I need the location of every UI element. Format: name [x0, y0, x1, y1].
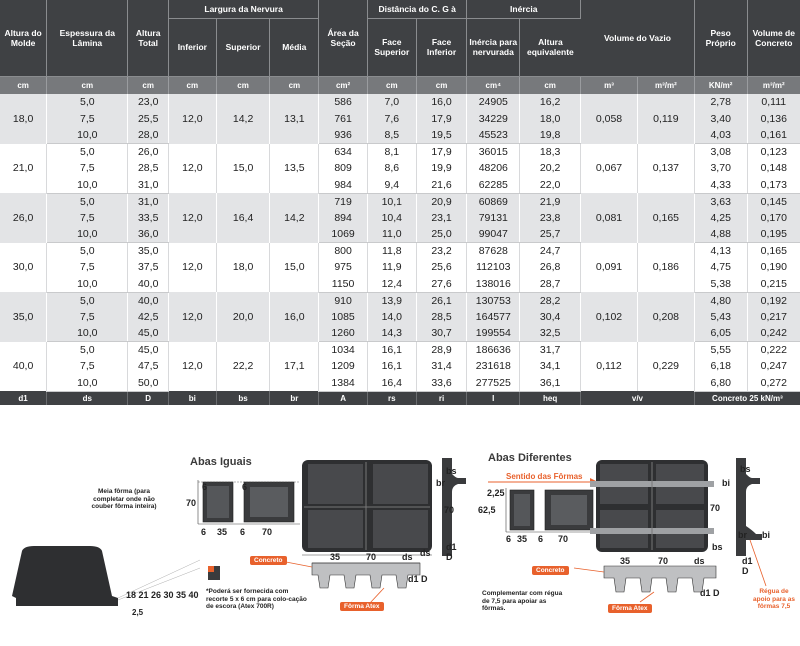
dim-ds-section-r: ds	[694, 556, 705, 566]
cell-A: 936	[319, 127, 368, 144]
meia-forma-note: Meia fôrma (para completar onde não couber fôrma inteira)	[91, 488, 157, 510]
cell-heq: 32,5	[520, 325, 581, 342]
cell-A: 910	[319, 292, 368, 309]
symbol-cell: rs	[367, 391, 416, 405]
cell-peso: 4,88	[694, 226, 747, 243]
cell-ri: 25,0	[416, 226, 467, 243]
hdr-largura-nervura: Largura da Nervura	[168, 0, 318, 18]
cell-ds: 10,0	[47, 325, 128, 342]
dim-bs-right-2: bs	[712, 542, 723, 552]
cell-D: 31,0	[128, 193, 169, 210]
cell-br: 15,0	[270, 243, 319, 293]
cell-rs: 11,9	[367, 259, 416, 276]
cell-d1: 40,0	[0, 342, 47, 392]
cell-rs: 11,8	[367, 243, 416, 260]
cell-A: 634	[319, 144, 368, 161]
cell-vol: 0,165	[747, 243, 800, 260]
cell-I: 277525	[467, 375, 520, 392]
dim-6-bottom: 6	[201, 527, 207, 537]
cell-vv-m3: 0,112	[581, 342, 638, 392]
complementar-note: Complementar com régua de 7,5 para apoiar as fôrmas.	[482, 590, 563, 612]
unit-cell: cm	[270, 76, 319, 94]
cell-I: 87628	[467, 243, 520, 260]
cell-bs: 20,0	[216, 292, 270, 342]
symbol-cell: ds	[47, 391, 128, 405]
hdr-peso-proprio: Peso Próprio	[694, 0, 747, 76]
cell-vol: 0,123	[747, 144, 800, 161]
cell-vol: 0,247	[747, 358, 800, 375]
cell-rs: 16,1	[367, 342, 416, 359]
symbol-cell: D	[128, 391, 169, 405]
cell-bs: 14,2	[216, 94, 270, 144]
cell-peso: 4,33	[694, 177, 747, 194]
cell-rs: 7,0	[367, 94, 416, 111]
heights-list: 18 21 26 30 35 40	[126, 590, 199, 600]
dim-6-right-1: 6	[506, 534, 512, 544]
cell-ds: 10,0	[47, 276, 128, 293]
cell-vol: 0,136	[747, 111, 800, 128]
recorte-note: *Poderá ser fornecida com recorte 5 x 6 cm para colo-cação de escora (Atex 700R)	[206, 588, 307, 610]
dim-d1D-section-r: d1 D	[700, 588, 720, 598]
dim-D-right: D	[742, 566, 749, 576]
cell-ri: 19,9	[416, 160, 467, 177]
cell-d1: 26,0	[0, 193, 47, 243]
abas-iguais-title: Abas Iguais	[190, 456, 252, 468]
unit-cell: cm	[416, 76, 467, 94]
unit-cell: KN/m²	[694, 76, 747, 94]
cell-rs: 8,1	[367, 144, 416, 161]
unit-cell: cm	[168, 76, 216, 94]
concreto-tag-left: Concreto	[250, 556, 287, 565]
symbol-cell: Concreto 25 kN/m³	[694, 391, 800, 405]
cell-I: 130753	[467, 292, 520, 309]
cell-br: 13,5	[270, 144, 319, 194]
cell-rs: 10,4	[367, 210, 416, 227]
cell-ds: 10,0	[47, 127, 128, 144]
cell-vol: 0,222	[747, 342, 800, 359]
cell-D: 23,0	[128, 94, 169, 111]
cell-heq: 23,8	[520, 210, 581, 227]
cell-D: 40,0	[128, 292, 169, 309]
hdr-inferior: Inferior	[168, 18, 216, 76]
dim-6-top-2: 6	[242, 482, 248, 492]
cell-ds: 7,5	[47, 358, 128, 375]
cell-D: 31,0	[128, 177, 169, 194]
cell-I: 199554	[467, 325, 520, 342]
cell-ds: 5,0	[47, 193, 128, 210]
unit-cell: cm	[520, 76, 581, 94]
hdr-distancia-cg: Distância do C. G à	[367, 0, 466, 18]
symbol-cell: bi	[168, 391, 216, 405]
cell-heq: 21,9	[520, 193, 581, 210]
cell-bs: 15,0	[216, 144, 270, 194]
cell-A: 809	[319, 160, 368, 177]
cell-A: 1069	[319, 226, 368, 243]
cell-D: 26,0	[128, 144, 169, 161]
cell-ds: 7,5	[47, 111, 128, 128]
dim-d1-right: d1	[742, 556, 753, 566]
cell-d1: 35,0	[0, 292, 47, 342]
symbol-cell: d1	[0, 391, 47, 405]
dim-br: br	[436, 478, 445, 488]
cell-rs: 8,5	[367, 127, 416, 144]
dim-70-right: 70	[444, 505, 455, 515]
cell-A: 800	[319, 243, 368, 260]
cell-ds: 7,5	[47, 210, 128, 227]
cell-rs: 12,4	[367, 276, 416, 293]
cell-d1: 30,0	[0, 243, 47, 293]
unit-cell: cm	[47, 76, 128, 94]
cell-heq: 34,1	[520, 358, 581, 375]
cell-peso: 4,75	[694, 259, 747, 276]
symbol-cell: A	[319, 391, 368, 405]
cell-A: 975	[319, 259, 368, 276]
symbol-cell: heq	[520, 391, 581, 405]
cell-peso: 3,08	[694, 144, 747, 161]
cell-D: 37,5	[128, 259, 169, 276]
cell-vv-m3m2: 0,119	[637, 94, 694, 144]
cell-A: 719	[319, 193, 368, 210]
cell-vv-m3: 0,081	[581, 193, 638, 243]
cell-peso: 4,03	[694, 127, 747, 144]
cell-vv-m3m2: 0,186	[637, 243, 694, 293]
cell-rs: 16,4	[367, 375, 416, 392]
cell-heq: 25,7	[520, 226, 581, 243]
cell-vol: 0,272	[747, 375, 800, 392]
cell-vv-m3: 0,058	[581, 94, 638, 144]
dim-bi-right-2: bi	[762, 530, 770, 540]
symbol-cell: I	[467, 391, 520, 405]
cell-rs: 10,1	[367, 193, 416, 210]
cell-vol: 0,215	[747, 276, 800, 293]
forma-atex-tag-right: Fôrma Atex	[608, 604, 652, 613]
cell-br: 14,2	[270, 193, 319, 243]
cell-heq: 22,0	[520, 177, 581, 194]
cell-peso: 3,63	[694, 193, 747, 210]
cell-D: 25,5	[128, 111, 169, 128]
cell-A: 1209	[319, 358, 368, 375]
cell-heq: 28,7	[520, 276, 581, 293]
dim-6-top: 6	[202, 482, 208, 492]
dim-70-section: 70	[366, 552, 377, 562]
cell-bi: 12,0	[168, 94, 216, 144]
dim-bs-right: bs	[740, 464, 751, 474]
cell-peso: 3,40	[694, 111, 747, 128]
hdr-altura-equivalente: Altura equivalente	[520, 18, 581, 76]
cell-A: 761	[319, 111, 368, 128]
cell-heq: 30,4	[520, 309, 581, 326]
cell-D: 47,5	[128, 358, 169, 375]
unit-cell: cm	[0, 76, 47, 94]
cell-rs: 14,3	[367, 325, 416, 342]
cell-vv-m3m2: 0,229	[637, 342, 694, 392]
cell-ds: 10,0	[47, 226, 128, 243]
cell-heq: 24,7	[520, 243, 581, 260]
hdr-altura-molde: Altura do Molde	[0, 0, 47, 76]
cell-d1: 18,0	[0, 94, 47, 144]
regua-note: Régua de apoio para as fôrmas 7,5	[753, 588, 795, 610]
cell-vol: 0,192	[747, 292, 800, 309]
cell-peso: 4,80	[694, 292, 747, 309]
cell-bi: 12,0	[168, 193, 216, 243]
cell-D: 35,0	[128, 243, 169, 260]
cell-rs: 13,9	[367, 292, 416, 309]
hdr-face-superior: Face Superior	[367, 18, 416, 76]
cell-heq: 20,2	[520, 160, 581, 177]
sentido-formas-label: Sentido das Fôrmas	[506, 472, 583, 481]
cell-ds: 10,0	[47, 375, 128, 392]
cell-bs: 18,0	[216, 243, 270, 293]
cell-ri: 16,0	[416, 94, 467, 111]
cell-ri: 17,9	[416, 111, 467, 128]
cell-D: 45,0	[128, 325, 169, 342]
dim-br-right: br	[738, 530, 747, 540]
cell-br: 13,1	[270, 94, 319, 144]
cell-peso: 4,25	[694, 210, 747, 227]
cell-I: 36015	[467, 144, 520, 161]
cell-peso: 5,55	[694, 342, 747, 359]
cell-heq: 16,2	[520, 94, 581, 111]
dim-6-right-2: 6	[538, 534, 544, 544]
dim-70-left: 70	[186, 498, 197, 508]
cell-heq: 28,2	[520, 292, 581, 309]
dim-35-bottom: 35	[217, 527, 228, 537]
cell-peso: 6,80	[694, 375, 747, 392]
cell-d1: 21,0	[0, 144, 47, 194]
dim-bs: bs	[446, 466, 457, 476]
cell-ds: 10,0	[47, 177, 128, 194]
cell-D: 42,5	[128, 309, 169, 326]
symbol-cell: bs	[216, 391, 270, 405]
unit-cell: cm⁴	[467, 76, 520, 94]
cell-heq: 19,8	[520, 127, 581, 144]
cell-D: 45,0	[128, 342, 169, 359]
cell-rs: 7,6	[367, 111, 416, 128]
cell-rs: 16,1	[367, 358, 416, 375]
symbol-cell: br	[270, 391, 319, 405]
cell-vol: 0,242	[747, 325, 800, 342]
cell-rs: 14,0	[367, 309, 416, 326]
cell-ri: 28,5	[416, 309, 467, 326]
hdr-area-secao: Área da Seção	[319, 0, 368, 76]
cell-ri: 25,6	[416, 259, 467, 276]
cell-bi: 12,0	[168, 144, 216, 194]
cell-I: 112103	[467, 259, 520, 276]
unit-cell: cm	[367, 76, 416, 94]
cell-I: 231618	[467, 358, 520, 375]
dim-70-section-r: 70	[658, 556, 669, 566]
cell-I: 186636	[467, 342, 520, 359]
abas-diferentes-title: Abas Diferentes	[488, 452, 572, 464]
cell-heq: 36,1	[520, 375, 581, 392]
cell-ri: 33,6	[416, 375, 467, 392]
dim-70-right-b: 70	[558, 534, 569, 544]
cell-I: 24905	[467, 94, 520, 111]
forma-atex-tag-left: Fôrma Atex	[340, 602, 384, 611]
dim-bi-right: bi	[722, 478, 730, 488]
cell-ds: 7,5	[47, 309, 128, 326]
cell-ri: 30,7	[416, 325, 467, 342]
cell-I: 62285	[467, 177, 520, 194]
unit-cell: cm	[216, 76, 270, 94]
cell-A: 1260	[319, 325, 368, 342]
cell-ri: 21,6	[416, 177, 467, 194]
cell-heq: 18,0	[520, 111, 581, 128]
cell-heq: 18,3	[520, 144, 581, 161]
hdr-superior: Superior	[216, 18, 270, 76]
cell-bi: 12,0	[168, 342, 216, 392]
cell-vv-m3: 0,091	[581, 243, 638, 293]
cell-I: 48206	[467, 160, 520, 177]
cell-I: 45523	[467, 127, 520, 144]
cell-ds: 7,5	[47, 160, 128, 177]
cell-ri: 26,1	[416, 292, 467, 309]
cell-ds: 5,0	[47, 144, 128, 161]
cell-bs: 16,4	[216, 193, 270, 243]
cell-peso: 5,38	[694, 276, 747, 293]
cell-bi: 12,0	[168, 292, 216, 342]
cell-ds: 5,0	[47, 342, 128, 359]
cell-ri: 23,2	[416, 243, 467, 260]
cell-vol: 0,173	[747, 177, 800, 194]
dim-6-bottom-2: 6	[240, 527, 246, 537]
cell-rs: 8,6	[367, 160, 416, 177]
dim-d1D-section: d1 D	[408, 574, 428, 584]
cell-br: 16,0	[270, 292, 319, 342]
cell-I: 60869	[467, 193, 520, 210]
cell-D: 28,5	[128, 160, 169, 177]
cell-bi: 12,0	[168, 243, 216, 293]
cell-A: 586	[319, 94, 368, 111]
cell-vol: 0,195	[747, 226, 800, 243]
cell-peso: 4,13	[694, 243, 747, 260]
cell-rs: 11,0	[367, 226, 416, 243]
cell-ds: 5,0	[47, 292, 128, 309]
hdr-media: Média	[270, 18, 319, 76]
cell-I: 79131	[467, 210, 520, 227]
hdr-espessura-lamina: Espessura da Lâmina	[47, 0, 128, 76]
hdr-face-inferior: Face Inferior	[416, 18, 467, 76]
unit-cell: cm	[128, 76, 169, 94]
dim-d1: d1	[446, 542, 457, 552]
cell-vol: 0,190	[747, 259, 800, 276]
cell-A: 1034	[319, 342, 368, 359]
cell-I: 34229	[467, 111, 520, 128]
cell-ri: 23,1	[416, 210, 467, 227]
cell-heq: 26,8	[520, 259, 581, 276]
cell-ri: 17,9	[416, 144, 467, 161]
cell-D: 50,0	[128, 375, 169, 392]
dim-35-section: 35	[330, 552, 341, 562]
hdr-altura-total: Altura Total	[128, 0, 169, 76]
cell-A: 894	[319, 210, 368, 227]
cell-D: 33,5	[128, 210, 169, 227]
cell-peso: 6,18	[694, 358, 747, 375]
cell-br: 17,1	[270, 342, 319, 392]
cell-bs: 22,2	[216, 342, 270, 392]
cell-A: 984	[319, 177, 368, 194]
cell-D: 36,0	[128, 226, 169, 243]
cell-vv-m3m2: 0,208	[637, 292, 694, 342]
hdr-volume-concreto: Volume de Concreto	[747, 0, 800, 76]
cell-ds: 5,0	[47, 243, 128, 260]
cell-vol: 0,111	[747, 94, 800, 111]
dim-70-grid-right: 70	[710, 503, 721, 513]
cell-I: 138016	[467, 276, 520, 293]
symbol-cell: v/v	[581, 391, 695, 405]
cell-ri: 31,4	[416, 358, 467, 375]
cell-ri: 28,9	[416, 342, 467, 359]
concreto-tag-right: Concreto	[532, 566, 569, 575]
cell-vol: 0,217	[747, 309, 800, 326]
cell-D: 28,0	[128, 127, 169, 144]
dim-70-bottom: 70	[262, 527, 273, 537]
cell-vol: 0,148	[747, 160, 800, 177]
cell-vol: 0,145	[747, 193, 800, 210]
unit-cell: m³/m²	[747, 76, 800, 94]
hdr-volume-vazio: Volume do Vazio	[581, 0, 695, 76]
cell-peso: 5,43	[694, 309, 747, 326]
cell-peso: 6,05	[694, 325, 747, 342]
dim-2-25: 2,25	[487, 488, 505, 498]
dim-35-section-r: 35	[620, 556, 631, 566]
cell-peso: 2,78	[694, 94, 747, 111]
cell-vv-m3: 0,102	[581, 292, 638, 342]
cell-ri: 20,9	[416, 193, 467, 210]
dim-ds-section-2: ds	[420, 548, 431, 558]
hdr-inercia: Inércia	[467, 0, 581, 18]
cell-vol: 0,170	[747, 210, 800, 227]
cell-A: 1150	[319, 276, 368, 293]
unit-cell: cm²	[319, 76, 368, 94]
cell-heq: 31,7	[520, 342, 581, 359]
dim-35-right: 35	[517, 534, 528, 544]
unit-cell: m³	[581, 76, 638, 94]
cell-ds: 7,5	[47, 259, 128, 276]
dim-62-5: 62,5	[478, 505, 496, 515]
cell-peso: 3,70	[694, 160, 747, 177]
cell-A: 1384	[319, 375, 368, 392]
cell-ri: 27,6	[416, 276, 467, 293]
cell-D: 40,0	[128, 276, 169, 293]
cell-ds: 5,0	[47, 94, 128, 111]
dim-ds-section: ds	[402, 552, 413, 562]
symbol-cell: ri	[416, 391, 467, 405]
cell-I: 99047	[467, 226, 520, 243]
cell-ri: 19,5	[416, 127, 467, 144]
hdr-inercia-nervurada: Inércia para nervurada	[467, 18, 520, 76]
unit-cell: m³/m²	[637, 76, 694, 94]
cell-vv-m3: 0,067	[581, 144, 638, 194]
cell-vv-m3m2: 0,165	[637, 193, 694, 243]
cell-rs: 9,4	[367, 177, 416, 194]
cell-vol: 0,161	[747, 127, 800, 144]
cell-vv-m3m2: 0,137	[637, 144, 694, 194]
cell-A: 1085	[319, 309, 368, 326]
dim-D: D	[446, 552, 453, 562]
cell-I: 164577	[467, 309, 520, 326]
dim-2-5: 2,5	[132, 608, 144, 617]
